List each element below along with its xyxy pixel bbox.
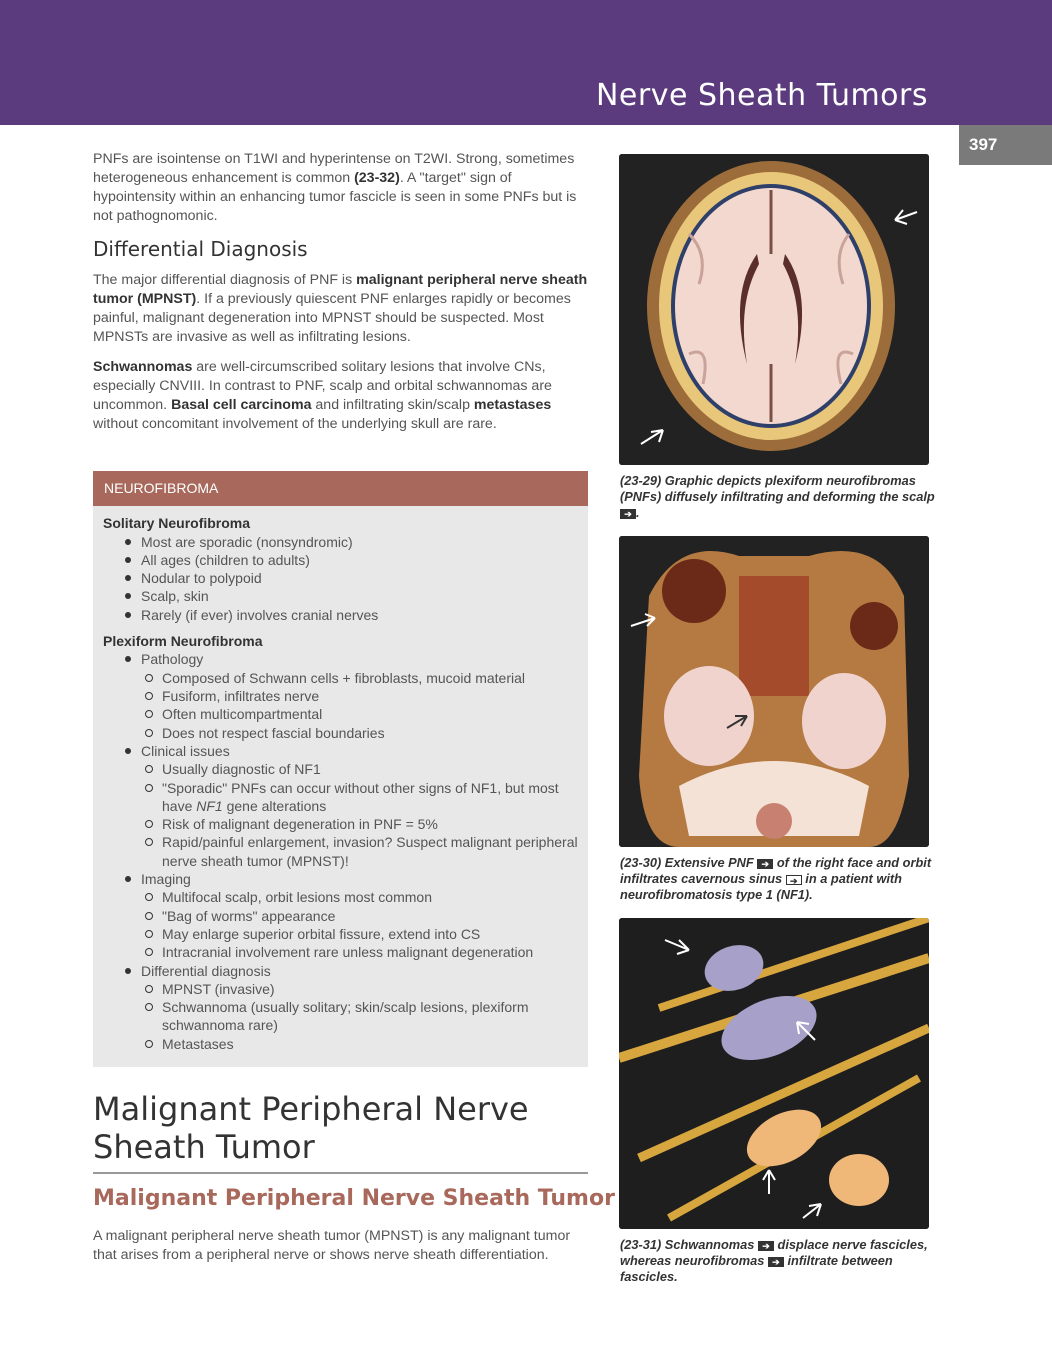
list-item: Multifocal scalp, orbit lesions most common [144, 888, 578, 906]
solid-arrow-icon: ➔ [620, 509, 636, 519]
solitary-heading: Solitary Neurofibroma [103, 515, 251, 531]
list-item: Risk of malignant degeneration in PNF = 5% [144, 815, 578, 833]
list-item: Metastases [144, 1035, 578, 1053]
solitary-list [103, 533, 578, 624]
brain-illustration [619, 154, 929, 465]
list-item: Fusiform, infiltrates nerve [144, 687, 578, 705]
paragraph-imaging: PNFs are isointense on T1WI and hyperintense on T2WI. Strong, sometimes heterogeneous enhancement is common (23-32). A "target" sign of hypointensity within an enhancing tumor fascicle is seen in some PNFs but is not pathognomonic. [93, 151, 577, 224]
open-arrow-icon: ➔ [786, 875, 802, 885]
list-item: Usually diagnostic of NF1 [144, 760, 578, 778]
list-item: Often multicompartmental [144, 705, 578, 723]
plexiform-list [103, 650, 578, 1053]
mpnst-paragraph: A malignant peripheral nerve sheath tumor (MPNST) is any malignant tumor that arises from a peripheral nerve or shows nerve sheath differentiation. [93, 1228, 571, 1263]
list-item: Scalp, skin [123, 587, 578, 605]
list-item: Composed of Schwann cells + fibroblasts, mucoid material [144, 669, 578, 687]
chapter-title: Nerve Sheath Tumors [595, 78, 928, 113]
paragraph-differential: The major differential diagnosis of PNF is malignant peripheral nerve sheath tumor (MPNST). If a previously quiescent PNF enlarges rapidly or becomes painful, malignant degeneration into MPNST should be suspected. Most MPNSTs are invasive as well as infiltrating lesions. [93, 272, 588, 345]
figure-caption-3: (23-31) Schwannomas ➔ displace nerve fascicles, whereas neurofibromas ➔ infiltrate between fascicles. [620, 1237, 928, 1284]
figure-reference[interactable]: (23-32) [354, 170, 400, 186]
list-item: Rapid/painful enlargement, invasion? Suspect malignant peripheral nerve sheath tumor (MPNST)! [144, 833, 578, 870]
section-subtitle: Malignant Peripheral Nerve Sheath Tumor [93, 1186, 615, 1211]
list-item: Schwannoma (usually solitary; skin/scalp lesions, plexiform schwannoma rare) [144, 998, 578, 1035]
box-title: NEUROFIBROMA [93, 471, 588, 506]
solid-arrow-icon: ➔ [757, 859, 773, 869]
paragraph-schwannomas: Schwannomas are well-circumscribed solitary lesions that involve CNs, especially CNVIII. In contrast to PNF, scalp and orbital schwannomas are uncommon. Basal cell carcinoma and infiltrating skin/scalp metastases without concomitant involvement of the underlying skull are rare. [93, 359, 552, 432]
list-item-clinical: Clinical issues Usually diagnostic of NF1 "Sporadic" PNFs can occur without other signs of NF1, but most have NF1 gene alterations Risk of malignant degeneration in PNF = 5% Rapid/painful enlargement, invasion? Suspect malignant peripheral nerve sheath tumor (MPNST)! [123, 742, 578, 870]
figure-nerve-fascicles [619, 918, 929, 1229]
solid-arrow-icon: ➔ [768, 1257, 784, 1267]
figure-face-orbit [619, 536, 929, 847]
list-item: MPNST (invasive) [144, 980, 578, 998]
neurofibroma-summary-box [93, 471, 588, 1067]
chapter-header [0, 0, 1052, 125]
list-item: Intracranial involvement rare unless malignant degeneration [144, 943, 578, 961]
figure-caption-2: (23-30) Extensive PNF ➔ of the right face and orbit infiltrates cavernous sinus ➔ in a patient with neurofibromatosis type 1 (NF1). [620, 855, 932, 902]
face-orbit-illustration [619, 536, 929, 847]
nerve-illustration [619, 918, 929, 1229]
plexiform-heading: Plexiform Neurofibroma [103, 632, 263, 649]
differential-diagnosis-heading: Differential Diagnosis [93, 237, 308, 261]
list-item: May enlarge superior orbital fissure, extend into CS [144, 925, 578, 943]
page-number: 397 [959, 125, 1052, 165]
figure-brain-scalp [619, 154, 929, 465]
list-item: "Sporadic" PNFs can occur without other signs of NF1, but most have NF1 gene alterations [144, 779, 578, 816]
list-item: Nodular to polypoid [123, 569, 578, 587]
list-item: Most are sporadic (nonsyndromic) [123, 533, 578, 551]
left-column [93, 150, 588, 445]
list-item: Does not respect fascial boundaries [144, 724, 578, 742]
list-item: "Bag of worms" appearance [144, 907, 578, 925]
list-item-pathology: Pathology Composed of Schwann cells + fibroblasts, mucoid material Fusiform, infiltrates nerve Often multicompartmental Does not respect fascial boundaries [123, 650, 578, 741]
list-item-imaging: Imaging Multifocal scalp, orbit lesions most common "Bag of worms" appearance May enlarge superior orbital fissure, extend into CS Intracranial involvement rare unless malignant degeneration [123, 870, 578, 961]
section-title: Malignant Peripheral Nerve Sheath Tumor [93, 1090, 588, 1174]
list-item-differential: Differential diagnosis MPNST (invasive) Schwannoma (usually solitary; skin/scalp lesions, plexiform schwannoma rare) Metastases [123, 962, 578, 1053]
solid-arrow-icon: ➔ [758, 1241, 774, 1251]
list-item: Rarely (if ever) involves cranial nerves [123, 606, 578, 624]
figure-caption-1: (23-29) Graphic depicts plexiform neurofibromas (PNFs) diffusely infiltrating and deforming the scalp ➔ . [620, 473, 935, 520]
list-item: All ages (children to adults) [123, 551, 578, 569]
